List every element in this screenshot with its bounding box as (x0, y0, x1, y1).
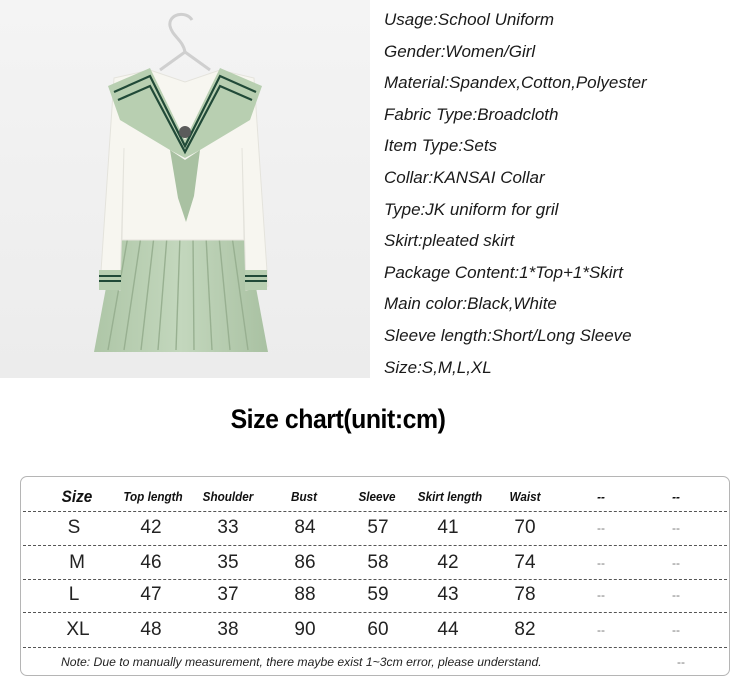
cell-sleeve: 58 (367, 552, 389, 573)
cell-waist: 78 (514, 584, 536, 605)
spec-material: Material:Spandex,Cotton,Polyester (384, 73, 647, 93)
spec-main-color: Main color:Black,White (384, 294, 557, 314)
cell-extra-1: -- (597, 521, 605, 535)
size-table (20, 476, 730, 676)
cell-top-length: 42 (140, 517, 162, 538)
spec-collar: Collar:KANSAI Collar (384, 167, 545, 187)
cell-skirt-length: 44 (437, 619, 459, 640)
cell-size: M (69, 552, 85, 573)
table-row-s (21, 512, 729, 544)
cell-sleeve: 57 (367, 517, 389, 538)
table-row-xl (21, 614, 729, 646)
header-sleeve: Sleeve (358, 489, 396, 504)
cell-extra-1: -- (597, 623, 605, 637)
cell-bust: 84 (294, 517, 316, 538)
spec-type: Type:JK uniform for gril (384, 199, 559, 219)
cell-sleeve: 60 (367, 619, 389, 640)
cell-top-length: 47 (140, 584, 162, 605)
spec-skirt: Skirt:pleated skirt (384, 231, 515, 251)
header-top-length: Top length (123, 489, 183, 504)
cell-waist: 74 (514, 552, 536, 573)
row-divider (23, 647, 727, 648)
cell-shoulder: 35 (217, 552, 239, 573)
spec-size: Size:S,M,L,XL (384, 357, 492, 377)
note-trailing-dash: -- (677, 655, 685, 669)
header-shoulder: Shoulder (202, 489, 254, 504)
header-waist: Waist (509, 489, 541, 504)
cell-bust: 86 (294, 552, 316, 573)
cell-extra-1: -- (597, 588, 605, 602)
table-header-row (21, 483, 729, 511)
row-divider (23, 545, 727, 546)
spec-item-type: Item Type:Sets (384, 136, 498, 156)
cell-skirt-length: 42 (437, 552, 459, 573)
spec-list (384, 8, 744, 387)
cell-sleeve: 59 (367, 584, 389, 605)
table-row-l (21, 579, 729, 611)
spec-gender: Gender:Women/Girl (384, 41, 536, 61)
cell-waist: 70 (514, 517, 536, 538)
cell-extra-1: -- (597, 556, 605, 570)
spec-package-content: Package Content:1*Top+1*Skirt (384, 262, 623, 282)
cell-shoulder: 37 (217, 584, 239, 605)
cell-top-length: 48 (140, 619, 162, 640)
cell-extra-2: -- (672, 588, 680, 602)
cell-extra-2: -- (672, 521, 680, 535)
header-extra-1: -- (597, 489, 605, 504)
header-bust: Bust (290, 489, 317, 504)
cell-extra-2: -- (672, 556, 680, 570)
header-size: Size (61, 487, 93, 506)
cell-bust: 90 (294, 619, 316, 640)
header-skirt-length: Skirt length (417, 489, 483, 504)
cell-bust: 88 (294, 584, 316, 605)
measurement-note: Note: Due to manually measurement, there maybe exist 1~3cm error, please understand. (61, 655, 542, 669)
cell-skirt-length: 43 (437, 584, 459, 605)
cell-skirt-length: 41 (437, 517, 459, 538)
cell-extra-2: -- (672, 623, 680, 637)
cell-size: L (68, 584, 80, 605)
cell-size: XL (66, 619, 90, 640)
cell-waist: 82 (514, 619, 536, 640)
cell-shoulder: 38 (217, 619, 239, 640)
row-divider (23, 612, 727, 613)
size-chart-title: Size chart(unit:cm) (230, 404, 446, 434)
header-extra-2: -- (672, 489, 680, 504)
cell-size: S (67, 517, 81, 538)
product-photo (0, 0, 370, 378)
spec-sleeve-length: Sleeve length:Short/Long Sleeve (384, 325, 632, 345)
uniform-illustration (0, 0, 370, 378)
spec-fabric-type: Fabric Type:Broadcloth (384, 104, 559, 124)
spec-usage: Usage:School Uniform (384, 10, 555, 29)
cell-top-length: 46 (140, 552, 162, 573)
cell-shoulder: 33 (217, 517, 239, 538)
table-row-m (21, 547, 729, 579)
